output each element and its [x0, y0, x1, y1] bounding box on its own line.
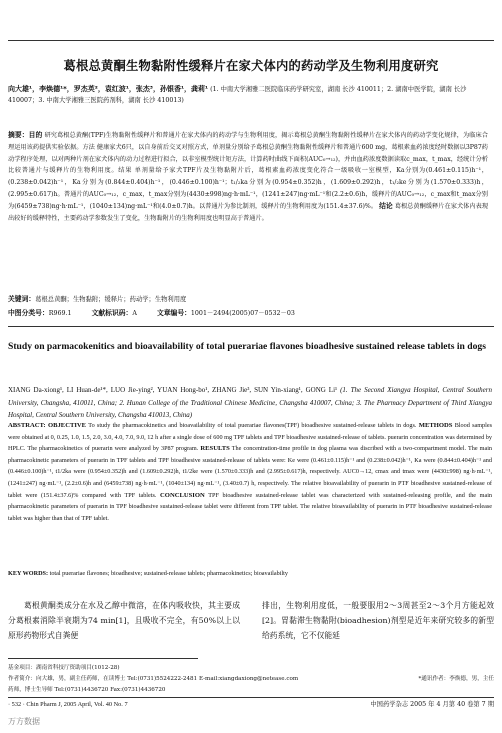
- chinese-title: 葛根总黄酮生物黏附性缓释片在家犬体内的药动学及生物利用度研究: [63, 59, 439, 73]
- doc-code-value: A: [132, 310, 137, 317]
- abstract-en-label: ABSTRACT: OBJECTIVE: [8, 422, 87, 429]
- chinese-keywords: [8, 294, 488, 305]
- body-right-column: 排出，生物利用度低，一般要服用2～3周甚至2～3个月方能起效[2]。胃黏滞生物黏附(bioadhesion)剂型是近年来研究较多的新型给药系统，它不仅能延: [262, 601, 494, 641]
- abstract-en-conclusion: TPF bioadhesive sustained-release tablet was characterized with sustained-releasing profile, and the main pharmacokinetic parameters of puerarin in TPF bioadhesive sustained-release tablet were different from TPF tablet. The relative bioavailability of puerarin in PTF bioadhesive sustained-release tablet was higher than that of TPF tablet.: [8, 491, 493, 522]
- chinese-authors: 向大雄¹，李焕德¹*，罗杰英²，袁红波¹，张杰³，孙银香¹，龚莉¹: [8, 85, 209, 93]
- english-abstract: [8, 420, 492, 524]
- footnote-corresponding: *通讯作者：李焕德，男，主任: [418, 676, 494, 682]
- mid-rule: [8, 326, 494, 327]
- footnote-rule: [8, 658, 198, 659]
- footnote-fund: 基金项目：湖南省科技厅资助项目(1012-28): [8, 665, 120, 671]
- english-keywords-text: total puerariae flavones; bioadhesive; sustained-release tablets; pharmacokinetics; bioavailabilty: [49, 570, 288, 577]
- footnote-author-line: [8, 674, 494, 685]
- english-authors: XIANG Da-xiong¹, LI Huan-de¹*, LUO Jie-ying², YUAN Hong-bo¹, ZHANG Jie³, SUN Yin-xiang¹, GONG Li¹: [8, 386, 338, 394]
- top-rule: [8, 40, 494, 41]
- chinese-abstract-label: 摘要：目的: [8, 131, 43, 139]
- cls-label: 中图分类号：: [8, 309, 49, 317]
- body-left-column: 葛根黄酮类成分在水及乙醇中微溶，在体内吸收快，其主要成分葛根素消除半衰期为74 min[1]，且吸收不完全，有50%以上以原形药物形式自粪便: [8, 601, 240, 641]
- watermark-text: 万方数据: [8, 717, 40, 726]
- english-title: Study on parmacokenitics and bioavailability of total puerariae flavones bioadhesive sustained release tablets in dogs: [8, 341, 486, 352]
- abstract-en-methods: Blood samples were obtained at 0, 0.25, 1.0, 1.5, 2.0, 3.0, 4.0, 7.0, 9.0, 12 h after a single dose of 600 mg TPF tablets and TPF bioadhesive sustained-release of tablets. puerarin concentration was determined by HPLC. The pharmacokinetics of puerarin were analyzed by 3P87 program.: [8, 422, 493, 453]
- body-columns: [8, 598, 494, 646]
- abstract-en-conclusion-label: CONCLUSION: [160, 491, 205, 499]
- classification-line: [8, 308, 488, 319]
- english-affiliations: (1. The Second Xiangya Hospital, Central Southern University, Changsha, 410011, China; 2. Hunan College of the Traditional Chinese Medicine, Changsha 410007, China; 3. The Pharmacy Department of Third Xiangya Hospital, Central Southern University, Changsha 410013, China): [8, 386, 492, 419]
- abstract-en-results: The concentration-time profile in dog plasma was discribed with a two-compartment model. The main pharmacokinetic parameters of puerarin in TPF tablets and TPF bioadhesive sustained-release of tablets were: Ke were (0.461±0.115)h⁻¹ and (0.238±0.042)h⁻¹, Ka were (0.844±0.404)h⁻¹ and (0.446±0.100)h⁻¹, t1/2ka were (0.954±0.352)h and (1.609±0.292)h, t1/2ke were (1.570±0.333)h and (2.995±0.617)h, respectively. AUC0→12, cmax and tmax were (4430±998) ng·h·mL⁻¹, (1241±247) ng·mL⁻¹, (2.2±0.6)h and (6459±738) ng·h·mL⁻¹, (1040±134) ng·mL⁻¹, (3.40±0.7) h, respectively. The relative bioavailability of puerarin in PTF bioadhesive sustained-release of tablet were (151.4±37.6)% compared with TPF tablets.: [8, 445, 493, 499]
- article-no-value: 1001－2494(2005)07－0532－03: [190, 310, 295, 317]
- footer-rule: [8, 697, 494, 698]
- article-no-label: 文章编号：: [156, 309, 191, 317]
- chinese-abstract: [8, 130, 488, 224]
- doc-code-label: 文献标识码：: [91, 309, 133, 317]
- chinese-authors-block: [8, 84, 482, 106]
- chinese-keywords-text: 葛根总黄酮；生物黏附；缓释片；药动学；生物利用度: [35, 296, 187, 303]
- english-authors-block: [8, 384, 492, 422]
- cls-value: R969.1: [48, 310, 72, 317]
- abstract-en-objective: To study the pharmacokinetics and bioavailability of total puerariae flavones(TPF) bioadhesive sustained-release tablets in dogs.: [88, 422, 417, 429]
- footer-left: · 532 · Chin Pharm J, 2005 April, Vol. 40 No. 7: [8, 701, 128, 708]
- chinese-conclusion-label: 结论: [379, 201, 393, 210]
- abstract-en-results-label: RESULTS: [200, 445, 230, 453]
- footnotes: [8, 663, 494, 696]
- abstract-en-methods-label: METHODS: [418, 422, 453, 429]
- footnote-author: 作者简介：向大雄，男，副主任药师，在读博士 Tel:(0731)5524222-2481 E-mail:xiangdaxiong@netease.com: [8, 676, 299, 682]
- chinese-abstract-text: 研究葛根总黄酮(TPF)生物黏附性缓释片和普通片在家犬体内的药动学与生物利用度，揭示葛根总黄酮生物黏附性缓释片在家犬体内的药动学变化规律，为临床合理运用该药提供实验依据。方法 健康家犬6只，以自身前后交叉对照方式，单剂量分别给予葛根总黄酮生物黏附性缓释片和普通片600 mg，葛根素血药浓度经时数据以3P87药动学程序处理，以对两种片剂在家犬体内的动力过程进行拟合，以非室模型统计矩方法，计算药时曲线下面积(AUC₀→₁₂)，并由血药浓度数据读取c_max，t_max，经统计分析比较普通片与缓释片的生物利用度。结果 单剂量给予家犬TPF片及生物黏附片后，葛根素血药浓度变化符合一级吸收一室模型，Ka分别为(0.461±0.115)h⁻¹，(0.238±0.042)h⁻¹，Ka分别为(0.844±0.404)h⁻¹，(0.446±0.100)h⁻¹；t₁/₂ka分别为(0.954±0.352)h，(1.609±0.292)h，t₁/₂ke分别为(1.570±0.333)h，(2.995±0.617)h。普通片的AUC₀→₁₂，c_max，t_max分别为(4430±998)ng·h·mL⁻¹，(1241±247)ng·mL⁻¹和(2.2±0.6)h，缓释片的AUC₀→₁₂，c_max和t_max分别为(6459±738)ng·h·mL⁻¹，(1040±134)ng·mL⁻¹和(4.0±0.7)h。以普通片为参比制剂，缓释片的生物利用度为(151.4±37.6)%。: [8, 132, 488, 210]
- footnote-author2: 药师，博士生导师 Tel:(0731)4436720 Fax:(0731)4436720: [8, 687, 166, 693]
- english-keywords-label: KEY WORDS:: [8, 570, 49, 577]
- chinese-keywords-label: 关键词：: [8, 295, 36, 303]
- chinese-conclusion-text: 葛根总黄酮缓释片在家犬体内表现出较好的缓释特性，主要药动学参数发生了变化，生物黏附片的生物利用度也明显高于普通片。: [8, 202, 489, 222]
- footer-right: 中国药学杂志 2005 年 4 月第 40 卷第 7 期: [370, 701, 494, 708]
- english-keywords: [8, 568, 492, 579]
- chinese-affiliations: (1. 中南大学湘雅二医院临床药学研究室，湖南 长沙 410011；2. 湖南中医学院，湖南 长沙 410007；3. 中南大学湘雅三医院药剂科，湖南 长沙 410013): [8, 86, 467, 104]
